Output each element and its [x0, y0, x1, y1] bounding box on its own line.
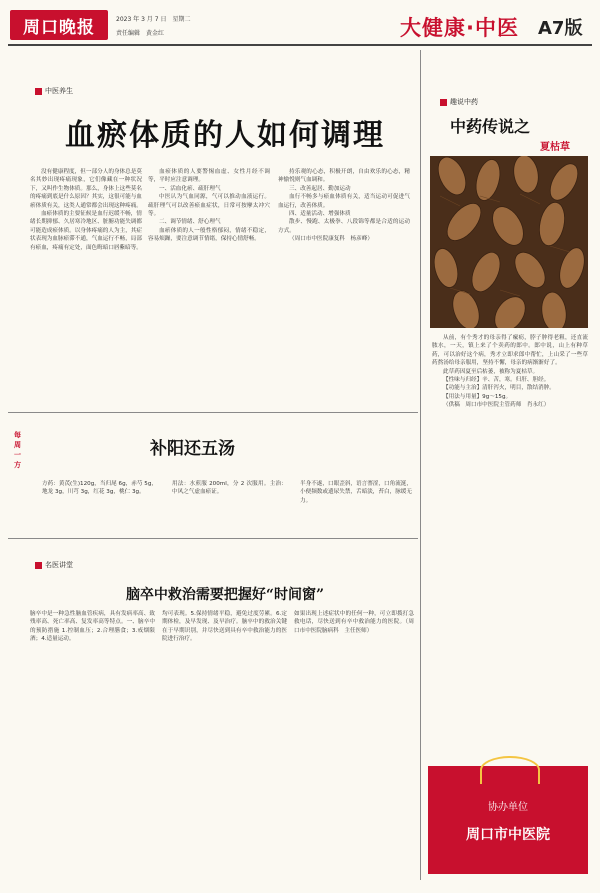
- column-marker: [35, 88, 42, 95]
- column-label-herb: [440, 97, 478, 107]
- column-divider: [420, 50, 421, 880]
- article1-col2-p5: 血瘀体质的人一般性格郁闷，情绪不稳定，容易烦躁，要注意调节情绪，保持心情舒畅。: [148, 227, 270, 243]
- herb-story-title: 中药传说之: [450, 117, 531, 136]
- issue-editor: 责任编辑 黄金红: [116, 30, 165, 37]
- article1-col2: [148, 168, 270, 348]
- article1-col2-p2: 一、活血化瘀、疏肝理气: [159, 185, 221, 192]
- herb-story-p6: （供稿 周口市中医院主管药师 肖永红）: [443, 402, 550, 409]
- banner-hospital-name: 周口市中医院: [466, 827, 550, 843]
- article1-col3-p5: 散步、慢跑、太极拳、八段锦等都是合适的运动方式。: [278, 219, 410, 234]
- issue-date: 2023 年 3 月 7 日 星期二: [116, 16, 191, 23]
- article1-title: 血瘀体质的人如何调理: [65, 118, 385, 153]
- article1-col2-p3: 中医认为气血同源，气可以推动血液运行。疏肝理气可以改善瘀血症状，日常可按摩太冲穴等。: [148, 194, 270, 218]
- article1-col3-p2: 三、改善起居、勤加运动: [289, 185, 351, 192]
- herb-story-body: [432, 334, 588, 754]
- article1-col3-p4: 四、适量活动、增强体质: [289, 211, 351, 218]
- article3-col1: 脑卒中是一种急性脑血管疾病，具有发病率高、致残率高、死亡率高、复发率高等特点。一、脑卒中的预防措施 1.控制血压；2.合理膳食；3.戒烟限酒；4.适量运动。: [30, 611, 155, 643]
- herb-name: 夏枯草: [540, 142, 570, 153]
- herb-story-p1: 从前，有个秀才的母亲得了瘰疬，脖子肿得老粗，还直流脓水，一天，镇上来了个卖药的郎中。郎中说，山上有种草药，可以治好这个病，秀才立即求郎中帮忙，上山采了一些草药熬汤给母亲服用，坚持不懈，母亲的病渐渐好了。: [432, 335, 588, 367]
- column-label-lecture: [35, 560, 73, 570]
- article1-col3-p3: 血行不畅多与瘀血体质有关，适当运动可促进气血运行，改善体质。: [278, 194, 410, 209]
- weekly-prescription-label: 每周一方: [14, 431, 21, 469]
- article1-col2-p4: 二、调节情绪、舒心理气: [159, 219, 221, 226]
- article2-col1: 方药：黄芪(生)120g，当归尾 6g，赤芍 5g，地龙 3g，川芎 3g，红花 3g，桃仁 3g。: [42, 481, 157, 496]
- article1-col1: [30, 168, 142, 400]
- article3-col3: 如果出现上述症状中的任何一种，可立即拨打急救电话，尽快送到有卒中救治能力的医院。（周口市中医院脑病科 主任医师）: [294, 611, 414, 634]
- article1-col3-p6: （周口市中医院康复科 杨彦峰）: [289, 236, 373, 243]
- article3-title: 脑卒中救治需要把握好“时间窗”: [125, 587, 325, 603]
- section-title: 大健康·中医: [400, 16, 519, 40]
- article1-col2-p1: 血瘀体质的人要警惕血虚、女性月经不调等，平时应注意调理。: [148, 169, 270, 184]
- article2-col2: 用法：水煎服 200ml，分 2 次服用。主治：中风之气虚血瘀证。: [172, 481, 287, 496]
- article1-col3: [278, 168, 410, 348]
- herb-story-p5: 【用法与用量】9g～15g。: [443, 393, 512, 400]
- column-label-text: 名医讲堂: [45, 561, 73, 569]
- page-number: A7版: [538, 18, 583, 39]
- article1-col3-p1: 持乐观的心态，积极开朗，自由欢乐的心态，精神愉悦则气血调和。: [278, 169, 410, 184]
- co-organizer-banner: [428, 766, 588, 874]
- article2-top-rule: [8, 412, 418, 413]
- article3-col2: 均可表现。5.保持情绪平稳，避免过度劳累。6.定期体检，及早发现、及早治疗。脑卒中的救治关键在于早期识别，并尽快送到具有卒中救治能力的医院进行治疗。: [162, 611, 287, 643]
- column-label-text: 趣说中药: [450, 98, 478, 106]
- article3-top-rule: [8, 538, 418, 539]
- herb-story-p2: 此草药因夏至后枯萎，被称为夏枯草。: [443, 368, 539, 375]
- logo-text: 周口晚报: [23, 17, 95, 38]
- article1-col1-p1: 没有健康程度，但一部分人的身体总是莫名其妙出现疼痛现象，它们像藏在一种状况下，又叫作生物体质。那么，身体上这些莫名的疼痛到底是什么原因？其实，这很可能与血瘀体质有关，这类人通常都会出现这种疼痛。: [30, 169, 142, 209]
- column-label-text: 中医养生: [45, 87, 73, 95]
- column-marker: [35, 562, 42, 569]
- herb-story-p3: 【性味与归经】辛、苦，寒。归肝、胆经。: [443, 377, 550, 384]
- masthead-logo: [10, 10, 108, 40]
- article2-col3: 半身不遂，口眼歪斜，语言謇涩，口角流涎，小便频数或遗尿失禁，舌暗淡，苔白，脉缓无力。: [300, 481, 412, 504]
- article2-title: 补阳还五汤: [150, 439, 235, 459]
- herb-photo: [430, 156, 588, 328]
- column-label-health: [35, 86, 73, 96]
- column-marker: [440, 99, 447, 106]
- banner-label: 协办单位: [488, 802, 528, 813]
- article1-col1-p2: 血瘀体质的主要征候是血行迟缓不畅，情绪长期抑郁、久居寒冷地区、脏腑功能失调都可能造成瘀体质。以身体疼痛的人为主，其症状表现为血脉瘀滞不通，气血运行不畅，局部有瘀血，疼痛有定处，面色晦暗口唇紫暗等。: [30, 211, 142, 251]
- herb-story-p4: 【功能与主治】清肝泻火，明目，散结消肿。: [443, 385, 555, 392]
- banner-leaf-decor: [480, 756, 540, 784]
- masthead-rule: [8, 44, 592, 46]
